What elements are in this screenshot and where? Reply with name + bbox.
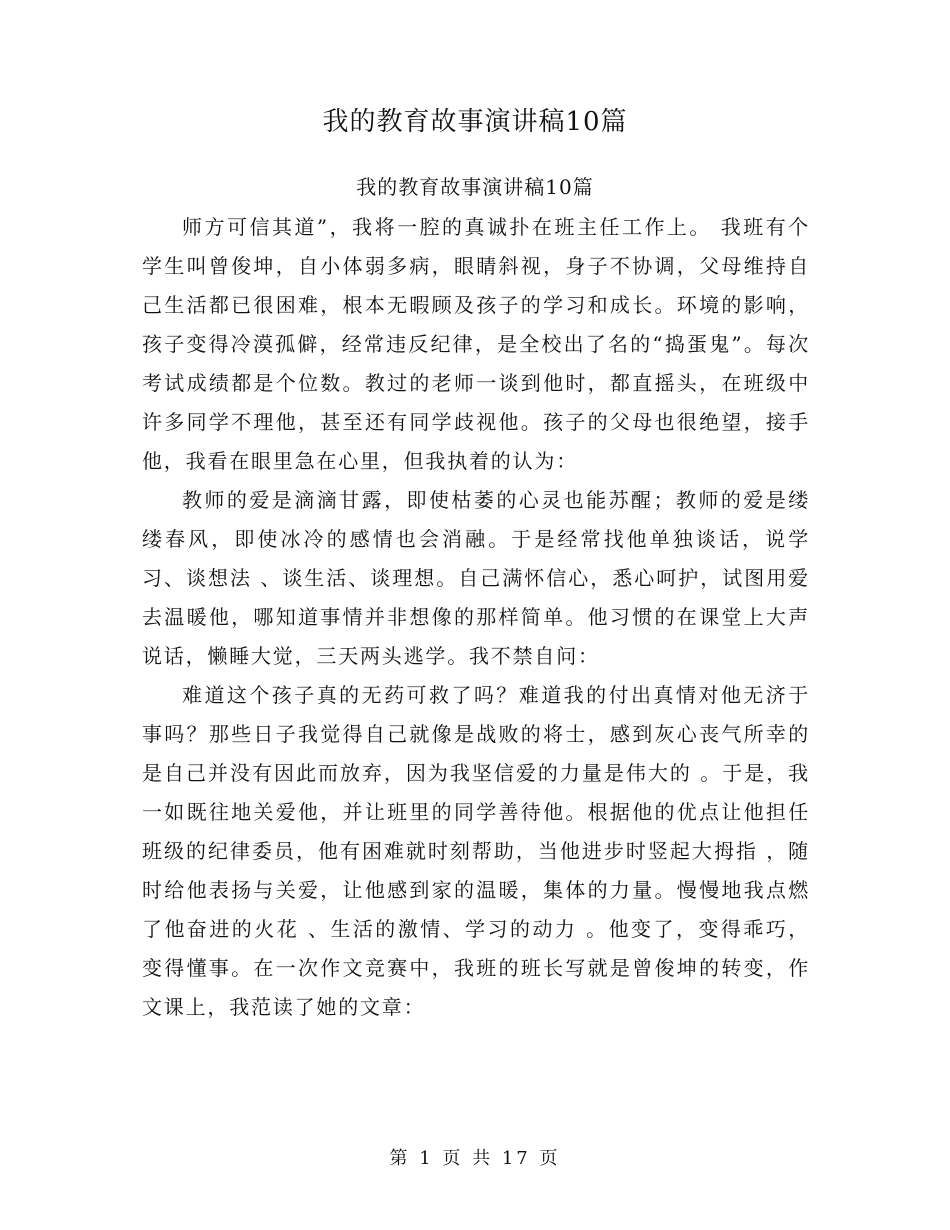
page-title: 我的教育故事演讲稿10篇 <box>322 107 628 137</box>
paragraph-1: 师方可信其道”，我将一腔的真诚扑在班主任工作上。 我班有个学生叫曾俊坤，自小体弱多病，眼睛斜视，身子不协调，父母维持自己生活都已很困难，根本无暇顾及孩子的学习和成长。环境的影响，孩子变得冷漠孤僻，经常违反纪律，是全校出了名的“捣蛋鬼”。每次考试成绩都是个位数。教过的老师一谈到他时，都直摇头，在班级中许多同学不理他，甚至还有同学歧视他。孩子的父母也很绝望，接手他，我看在眼里急在心里，但我执着的认为： <box>142 215 810 473</box>
paragraph-2: 教师的爱是滴滴甘露，即使枯萎的心灵也能苏醒；教师的爱是缕缕春风，即使冰冷的感情也会消融。于是经常找他单独谈话，说学习、谈想法 、谈生活、谈理想。自己满怀信心，悉心呵护，试图用爱去温暖他，哪知道事情并非想像的那样简单。他习惯的在课堂上大声说话，懒睡大觉，三天两头逃学。我不禁自问： <box>142 488 810 668</box>
paragraph-3: 难道这个孩子真的无药可救了吗？难道我的付出真情对他无济于事吗？那些日子我觉得自己就像是战败的将士，感到灰心丧气所幸的是自己并没有因此而放弃，因为我坚信爱的力量是伟大的 。于是，我一如既往地关爱他，并让班里的同学善待他。根据他的优点让他担任班级的纪律委员，他有困难就时刻帮助，当他进步时竖起大拇指 ，随时给他表扬与关爱，让他感到家的温暖，集体的力量。慢慢地我点燃了他奋进的火花 、生活的激情、学习的动力 。他变了，变得乖巧，变得懂事。在一次作文竞赛中，我班的班长写就是曾俊坤的转变，作文课上，我范读了她的文章： <box>142 683 810 1019</box>
document-subtitle: 我的教育故事演讲稿10篇 <box>356 175 594 199</box>
page-footer: 第 1 页 共 17 页 <box>389 1148 561 1169</box>
document-body <box>142 208 810 1027</box>
